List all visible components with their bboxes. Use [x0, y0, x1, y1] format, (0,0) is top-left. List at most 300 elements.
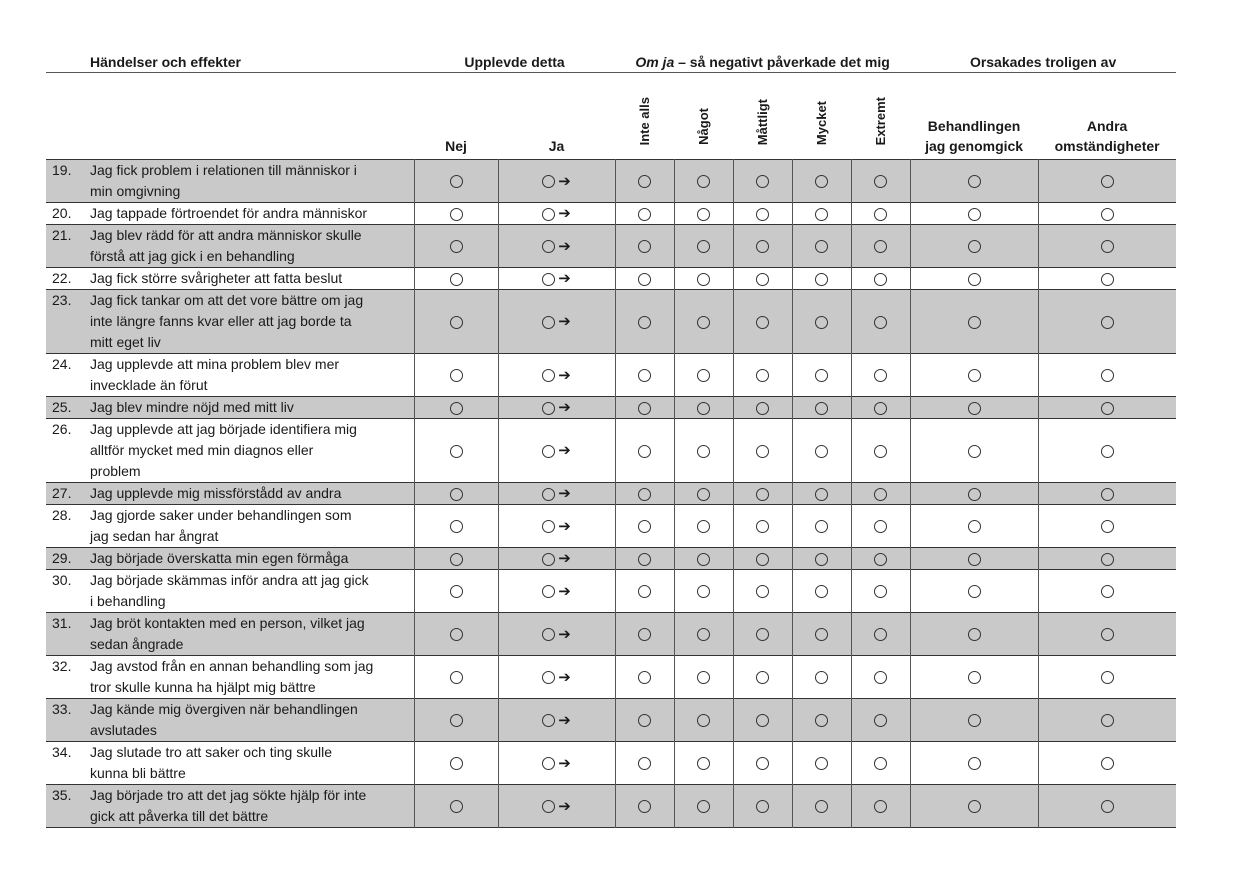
radio-somewhat[interactable]: [697, 488, 710, 501]
cell-not-at-all: [615, 397, 674, 419]
cell-extremely: [851, 160, 910, 203]
radio-no[interactable]: [450, 240, 463, 253]
cell-not-at-all: [615, 570, 674, 613]
radio-very[interactable]: [815, 628, 828, 641]
radio-very[interactable]: [815, 402, 828, 415]
cell-not-at-all: [615, 656, 674, 699]
radio-extremely[interactable]: [874, 671, 887, 684]
radio-very[interactable]: [815, 800, 828, 813]
radio-no[interactable]: [450, 757, 463, 770]
question-text-line: Jag fick tankar om att det vore bättre om jag: [90, 292, 364, 308]
radio-cause-other[interactable]: [1101, 402, 1114, 415]
radio-somewhat[interactable]: [697, 402, 710, 415]
radio-not-at-all[interactable]: [638, 520, 651, 533]
cell-very: [792, 225, 851, 268]
question-row: [46, 419, 1176, 483]
radio-somewhat[interactable]: [697, 240, 710, 253]
radio-yes[interactable]: [542, 240, 555, 253]
question-text-line: avslutades: [90, 722, 157, 738]
question-number: 29.: [52, 550, 72, 566]
radio-moderately[interactable]: [756, 208, 769, 221]
question-text-line: Jag bröt kontakten med en person, vilket jag: [90, 615, 365, 631]
radio-moderately[interactable]: [756, 175, 769, 188]
radio-no[interactable]: [450, 369, 463, 382]
radio-no[interactable]: [450, 402, 463, 415]
question-number: 22.: [52, 270, 72, 286]
radio-yes[interactable]: [542, 488, 555, 501]
cell-very: [792, 656, 851, 699]
question-text-line: Jag slutade tro att saker och ting skulle: [90, 744, 333, 760]
radio-extremely[interactable]: [874, 488, 887, 501]
cell-very: [792, 397, 851, 419]
radio-somewhat[interactable]: [697, 628, 710, 641]
cell-very: [792, 699, 851, 742]
cell-no: [414, 699, 498, 742]
cell-not-at-all: [615, 785, 674, 828]
question-text-line: Jag avstod från en annan behandling som jag: [90, 658, 374, 674]
radio-no[interactable]: [450, 273, 463, 286]
questionnaire-table: [46, 52, 1176, 828]
radio-very[interactable]: [815, 445, 828, 458]
question-row: [46, 785, 1176, 828]
radio-very[interactable]: [815, 757, 828, 770]
radio-not-at-all[interactable]: [638, 553, 651, 566]
question-number: 32.: [52, 658, 72, 674]
radio-moderately[interactable]: [756, 585, 769, 598]
cell-cause-treatment: [910, 160, 1038, 203]
cell-yes: [498, 742, 615, 785]
radio-cause-treatment[interactable]: [968, 488, 981, 501]
cell-extremely: [851, 548, 910, 570]
radio-cause-treatment[interactable]: [968, 553, 981, 566]
radio-not-at-all[interactable]: [638, 316, 651, 329]
radio-very[interactable]: [815, 488, 828, 501]
radio-cause-other[interactable]: [1101, 520, 1114, 533]
radio-extremely[interactable]: [874, 208, 887, 221]
cell-not-at-all: [615, 290, 674, 354]
radio-cause-other[interactable]: [1101, 800, 1114, 813]
radio-not-at-all[interactable]: [638, 757, 651, 770]
question-number: 33.: [52, 701, 72, 717]
radio-cause-treatment[interactable]: [968, 585, 981, 598]
radio-extremely[interactable]: [874, 369, 887, 382]
radio-extremely[interactable]: [874, 316, 887, 329]
cell-moderately: [733, 570, 792, 613]
question-row: [46, 354, 1176, 397]
radio-extremely[interactable]: [874, 628, 887, 641]
question-text-line: gick att påverka till det bättre: [90, 808, 269, 824]
radio-yes[interactable]: [542, 208, 555, 221]
arrow-right-icon: ➔: [558, 797, 571, 815]
cell-cause-treatment: [910, 290, 1038, 354]
cell-no: [414, 160, 498, 203]
cell-somewhat: [674, 656, 733, 699]
cell-cause-treatment: [910, 656, 1038, 699]
radio-very[interactable]: [815, 316, 828, 329]
question-text: [90, 268, 414, 290]
question-number: 27.: [52, 485, 72, 501]
cell-not-at-all: [615, 354, 674, 397]
cell-moderately: [733, 742, 792, 785]
question-row: [46, 548, 1176, 570]
radio-extremely[interactable]: [874, 800, 887, 813]
radio-not-at-all[interactable]: [638, 445, 651, 458]
cell-yes: [498, 268, 615, 290]
radio-somewhat[interactable]: [697, 800, 710, 813]
radio-moderately[interactable]: [756, 628, 769, 641]
question-text-line: Jag började skämmas inför andra att jag gick: [90, 572, 369, 588]
cell-no: [414, 397, 498, 419]
radio-yes[interactable]: [542, 273, 555, 286]
radio-very[interactable]: [815, 175, 828, 188]
question-number: 21.: [52, 227, 72, 243]
radio-moderately[interactable]: [756, 445, 769, 458]
radio-moderately[interactable]: [756, 714, 769, 727]
cell-somewhat: [674, 354, 733, 397]
radio-moderately[interactable]: [756, 240, 769, 253]
radio-cause-other[interactable]: [1101, 369, 1114, 382]
radio-somewhat[interactable]: [697, 520, 710, 533]
col-scale-extremely: Extremt: [872, 96, 888, 145]
arrow-right-icon: ➔: [558, 366, 571, 384]
radio-yes[interactable]: [542, 628, 555, 641]
radio-no[interactable]: [450, 488, 463, 501]
radio-moderately[interactable]: [756, 800, 769, 813]
radio-very[interactable]: [815, 553, 828, 566]
radio-somewhat[interactable]: [697, 445, 710, 458]
question-number: 35.: [52, 787, 72, 803]
cell-somewhat: [674, 225, 733, 268]
radio-cause-other[interactable]: [1101, 585, 1114, 598]
cell-cause-other: [1038, 419, 1176, 483]
radio-cause-other[interactable]: [1101, 175, 1114, 188]
radio-cause-treatment[interactable]: [968, 402, 981, 415]
radio-not-at-all[interactable]: [638, 175, 651, 188]
cell-cause-treatment: [910, 699, 1038, 742]
cell-cause-treatment: [910, 548, 1038, 570]
radio-not-at-all[interactable]: [638, 240, 651, 253]
radio-no[interactable]: [450, 175, 463, 188]
radio-somewhat[interactable]: [697, 175, 710, 188]
cell-yes: [498, 290, 615, 354]
radio-cause-treatment[interactable]: [968, 175, 981, 188]
radio-very[interactable]: [815, 273, 828, 286]
radio-cause-treatment[interactable]: [968, 671, 981, 684]
question-text: [90, 613, 414, 656]
cell-cause-other: [1038, 397, 1176, 419]
cell-cause-other: [1038, 613, 1176, 656]
radio-cause-other[interactable]: [1101, 208, 1114, 221]
cell-extremely: [851, 785, 910, 828]
question-text-line: Jag upplevde att mina problem blev mer: [90, 356, 340, 372]
radio-cause-treatment[interactable]: [968, 628, 981, 641]
radio-somewhat[interactable]: [697, 316, 710, 329]
radio-moderately[interactable]: [756, 488, 769, 501]
cell-not-at-all: [615, 613, 674, 656]
radio-somewhat[interactable]: [697, 714, 710, 727]
radio-yes[interactable]: [542, 402, 555, 415]
radio-extremely[interactable]: [874, 175, 887, 188]
cell-yes: [498, 160, 615, 203]
radio-cause-treatment[interactable]: [968, 757, 981, 770]
radio-cause-other[interactable]: [1101, 488, 1114, 501]
arrow-right-icon: ➔: [558, 582, 571, 600]
arrow-right-icon: ➔: [558, 754, 571, 772]
radio-moderately[interactable]: [756, 273, 769, 286]
cell-yes: [498, 505, 615, 548]
radio-extremely[interactable]: [874, 520, 887, 533]
radio-extremely[interactable]: [874, 757, 887, 770]
col-cause-other: Andra omständigheter: [1054, 118, 1160, 154]
question-text-line: inte längre fanns kvar eller att jag borde ta: [90, 313, 352, 329]
radio-cause-other[interactable]: [1101, 445, 1114, 458]
radio-moderately[interactable]: [756, 520, 769, 533]
cell-moderately: [733, 505, 792, 548]
radio-yes[interactable]: [542, 585, 555, 598]
cell-very: [792, 483, 851, 505]
question-text: [90, 290, 414, 354]
question-row: [46, 397, 1176, 419]
arrow-right-icon: ➔: [558, 172, 571, 190]
question-number: 34.: [52, 744, 72, 760]
cell-extremely: [851, 656, 910, 699]
arrow-right-icon: ➔: [558, 442, 571, 460]
radio-moderately[interactable]: [756, 757, 769, 770]
radio-moderately[interactable]: [756, 316, 769, 329]
cell-cause-other: [1038, 785, 1176, 828]
cell-cause-treatment: [910, 203, 1038, 225]
radio-yes[interactable]: [542, 800, 555, 813]
radio-no[interactable]: [450, 553, 463, 566]
radio-not-at-all[interactable]: [638, 585, 651, 598]
radio-cause-other[interactable]: [1101, 757, 1114, 770]
radio-very[interactable]: [815, 714, 828, 727]
radio-not-at-all[interactable]: [638, 208, 651, 221]
cell-no: [414, 483, 498, 505]
cell-extremely: [851, 742, 910, 785]
radio-no[interactable]: [450, 316, 463, 329]
cell-moderately: [733, 656, 792, 699]
radio-somewhat[interactable]: [697, 553, 710, 566]
cell-no: [414, 419, 498, 483]
cell-somewhat: [674, 483, 733, 505]
radio-not-at-all[interactable]: [638, 488, 651, 501]
radio-extremely[interactable]: [874, 402, 887, 415]
cell-no: [414, 570, 498, 613]
question-text-line: min omgivning: [90, 183, 181, 199]
question-text-line: Jag fick problem i relationen till människor i: [90, 162, 357, 178]
col-no: Nej: [445, 138, 467, 154]
radio-very[interactable]: [815, 240, 828, 253]
radio-moderately[interactable]: [756, 402, 769, 415]
radio-yes[interactable]: [542, 316, 555, 329]
question-text-line: Jag upplevde mig missförstådd av andra: [90, 485, 342, 501]
cell-cause-other: [1038, 505, 1176, 548]
radio-cause-other[interactable]: [1101, 316, 1114, 329]
radio-extremely[interactable]: [874, 273, 887, 286]
radio-cause-treatment[interactable]: [968, 369, 981, 382]
radio-no[interactable]: [450, 520, 463, 533]
radio-cause-other[interactable]: [1101, 714, 1114, 727]
cell-not-at-all: [615, 505, 674, 548]
radio-cause-treatment[interactable]: [968, 714, 981, 727]
question-text-line: Jag fick större svårigheter att fatta beslut: [90, 270, 343, 286]
question-row: [46, 225, 1176, 268]
cell-extremely: [851, 290, 910, 354]
cell-moderately: [733, 354, 792, 397]
question-text-line: Jag gjorde saker under behandlingen som: [90, 507, 352, 523]
question-text-line: sedan ångrade: [90, 636, 184, 652]
question-text: [90, 505, 414, 548]
cell-moderately: [733, 419, 792, 483]
radio-yes[interactable]: [542, 175, 555, 188]
arrow-right-icon: ➔: [558, 517, 571, 535]
radio-yes[interactable]: [542, 714, 555, 727]
radio-very[interactable]: [815, 369, 828, 382]
radio-extremely[interactable]: [874, 240, 887, 253]
cell-no: [414, 613, 498, 656]
radio-no[interactable]: [450, 585, 463, 598]
cell-cause-treatment: [910, 397, 1038, 419]
radio-somewhat[interactable]: [697, 273, 710, 286]
questionnaire-form: [46, 52, 1176, 828]
radio-somewhat[interactable]: [697, 671, 710, 684]
question-text-line: mitt eget liv: [90, 334, 161, 350]
cell-cause-treatment: [910, 785, 1038, 828]
cell-cause-other: [1038, 225, 1176, 268]
cell-moderately: [733, 397, 792, 419]
radio-extremely[interactable]: [874, 714, 887, 727]
radio-not-at-all[interactable]: [638, 714, 651, 727]
radio-cause-treatment[interactable]: [968, 520, 981, 533]
radio-cause-other[interactable]: [1101, 240, 1114, 253]
cell-very: [792, 354, 851, 397]
radio-not-at-all[interactable]: [638, 800, 651, 813]
cell-cause-other: [1038, 699, 1176, 742]
radio-yes[interactable]: [542, 445, 555, 458]
radio-somewhat[interactable]: [697, 208, 710, 221]
question-row: [46, 742, 1176, 785]
radio-not-at-all[interactable]: [638, 671, 651, 684]
radio-no[interactable]: [450, 671, 463, 684]
radio-very[interactable]: [815, 671, 828, 684]
cell-cause-treatment: [910, 225, 1038, 268]
cell-cause-other: [1038, 483, 1176, 505]
radio-very[interactable]: [815, 520, 828, 533]
cell-yes: [498, 225, 615, 268]
cell-very: [792, 203, 851, 225]
radio-extremely[interactable]: [874, 585, 887, 598]
question-text-line: förstå att jag gick i en behandling: [90, 248, 295, 264]
radio-moderately[interactable]: [756, 553, 769, 566]
cell-moderately: [733, 548, 792, 570]
radio-cause-treatment[interactable]: [968, 445, 981, 458]
question-text-line: Jag tappade förtroendet för andra människor: [90, 205, 368, 221]
radio-no[interactable]: [450, 208, 463, 221]
cell-extremely: [851, 397, 910, 419]
radio-extremely[interactable]: [874, 445, 887, 458]
cell-extremely: [851, 354, 910, 397]
radio-cause-treatment[interactable]: [968, 240, 981, 253]
question-text: [90, 160, 414, 203]
cell-extremely: [851, 268, 910, 290]
arrow-right-icon: ➔: [558, 205, 571, 223]
radio-not-at-all[interactable]: [638, 402, 651, 415]
question-row: [46, 613, 1176, 656]
radio-cause-other[interactable]: [1101, 553, 1114, 566]
radio-no[interactable]: [450, 714, 463, 727]
cell-somewhat: [674, 613, 733, 656]
question-number: 31.: [52, 615, 72, 631]
cell-yes: [498, 354, 615, 397]
radio-no[interactable]: [450, 628, 463, 641]
cell-moderately: [733, 699, 792, 742]
radio-extremely[interactable]: [874, 553, 887, 566]
radio-very[interactable]: [815, 208, 828, 221]
cell-cause-other: [1038, 203, 1176, 225]
cell-very: [792, 505, 851, 548]
col-scale-not-at-all: Inte alls: [636, 96, 652, 145]
radio-yes[interactable]: [542, 553, 555, 566]
cell-no: [414, 785, 498, 828]
radio-yes[interactable]: [542, 671, 555, 684]
question-row: [46, 656, 1176, 699]
cell-no: [414, 742, 498, 785]
radio-cause-other[interactable]: [1101, 671, 1114, 684]
radio-somewhat[interactable]: [697, 757, 710, 770]
radio-no[interactable]: [450, 800, 463, 813]
radio-cause-other[interactable]: [1101, 628, 1114, 641]
radio-not-at-all[interactable]: [638, 628, 651, 641]
radio-yes[interactable]: [542, 520, 555, 533]
radio-cause-treatment[interactable]: [968, 316, 981, 329]
radio-yes[interactable]: [542, 369, 555, 382]
cell-no: [414, 548, 498, 570]
cell-somewhat: [674, 548, 733, 570]
question-text: [90, 785, 414, 828]
cell-no: [414, 354, 498, 397]
question-text-line: alltför mycket med min diagnos eller: [90, 442, 314, 458]
radio-not-at-all[interactable]: [638, 369, 651, 382]
cell-not-at-all: [615, 268, 674, 290]
question-row: [46, 699, 1176, 742]
col-yes: Ja: [548, 138, 565, 154]
question-text-line: kunna bli bättre: [90, 765, 186, 781]
question-number: 23.: [52, 292, 72, 308]
radio-somewhat[interactable]: [697, 585, 710, 598]
cell-very: [792, 419, 851, 483]
cell-moderately: [733, 290, 792, 354]
radio-somewhat[interactable]: [697, 369, 710, 382]
radio-not-at-all[interactable]: [638, 273, 651, 286]
radio-very[interactable]: [815, 585, 828, 598]
cell-somewhat: [674, 785, 733, 828]
radio-cause-other[interactable]: [1101, 273, 1114, 286]
radio-moderately[interactable]: [756, 671, 769, 684]
question-row: [46, 570, 1176, 613]
cell-not-at-all: [615, 548, 674, 570]
radio-moderately[interactable]: [756, 369, 769, 382]
radio-yes[interactable]: [542, 757, 555, 770]
radio-cause-treatment[interactable]: [968, 208, 981, 221]
cell-moderately: [733, 268, 792, 290]
radio-cause-treatment[interactable]: [968, 273, 981, 286]
cell-moderately: [733, 160, 792, 203]
radio-cause-treatment[interactable]: [968, 800, 981, 813]
radio-no[interactable]: [450, 445, 463, 458]
cell-no: [414, 290, 498, 354]
col-scale-moderately: Måttligt: [754, 98, 770, 145]
